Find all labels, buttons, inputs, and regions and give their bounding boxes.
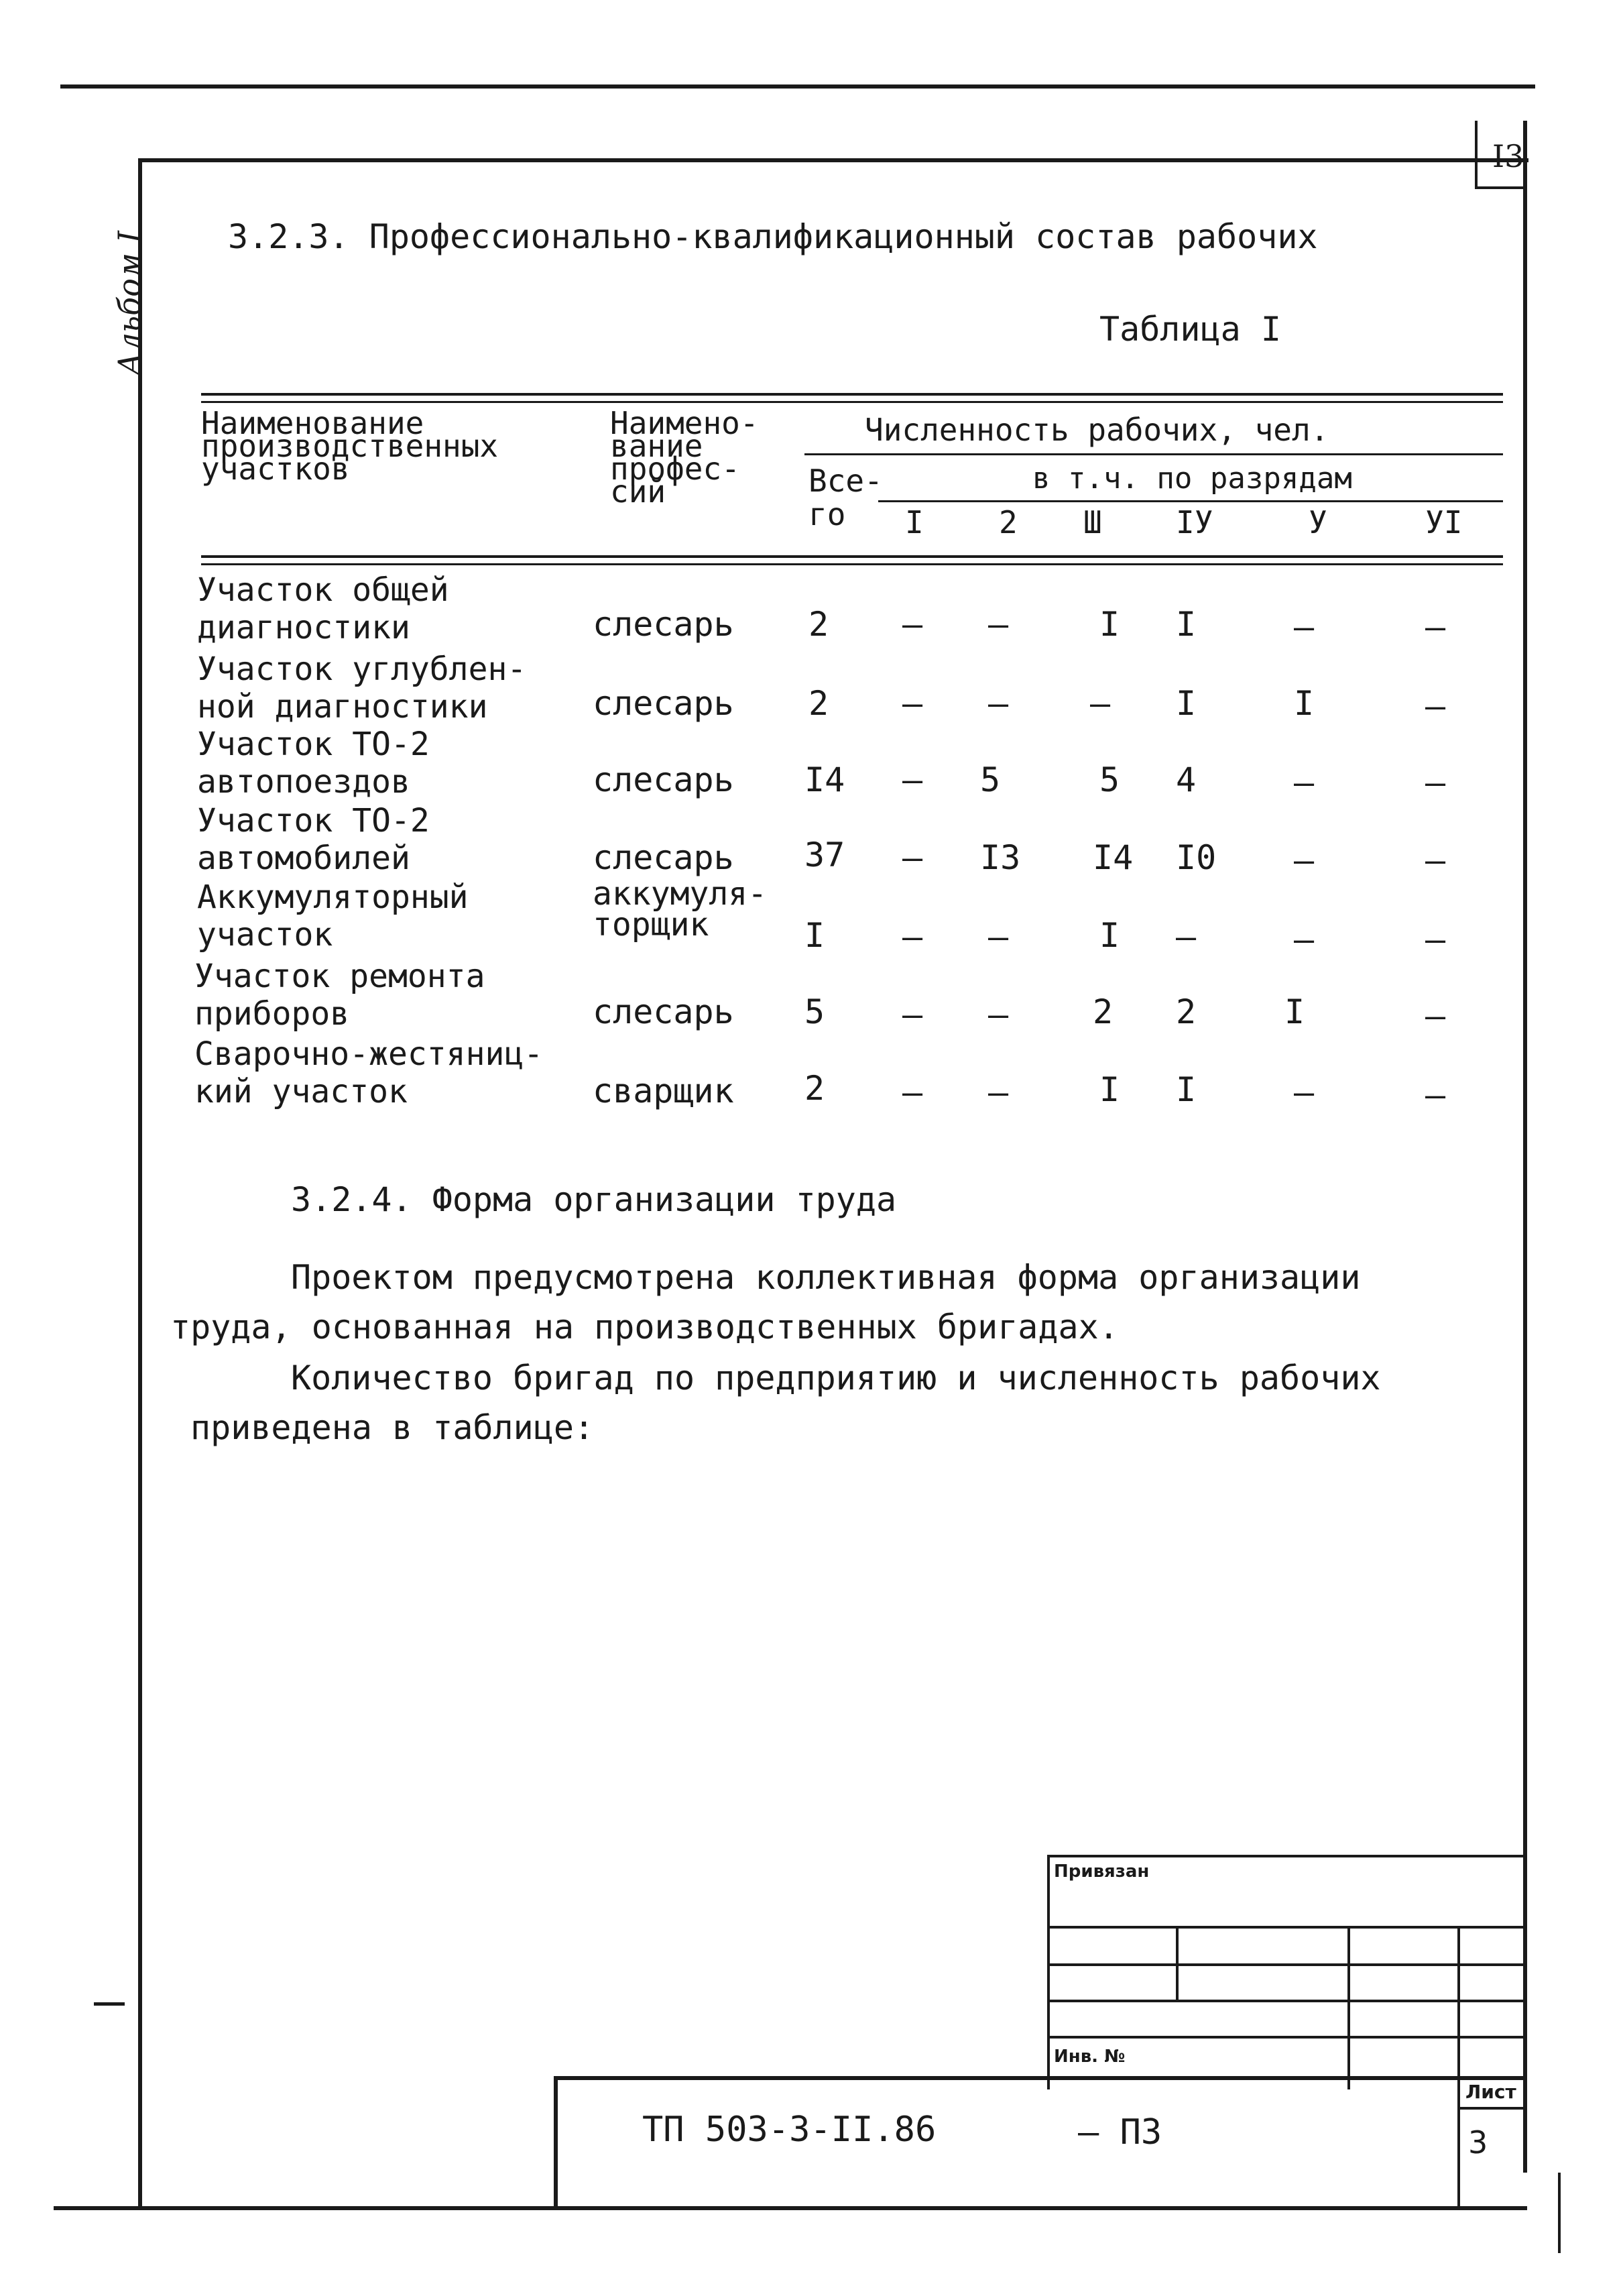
- frame-bottom-line: [54, 2206, 1527, 2210]
- stamp-line-1: [1048, 1926, 1527, 1929]
- stamp-main-left: [554, 2076, 558, 2210]
- stamp-sheet-number: 3: [1468, 2124, 1488, 2161]
- stamp-code: ТП 503-3-II.86: [642, 2110, 937, 2150]
- stamp-sheet-divider: [1457, 2107, 1527, 2110]
- table-label: Таблица I: [1099, 310, 1281, 349]
- stamp-top-line: [1048, 1855, 1527, 1857]
- row-grade-6: –: [1425, 841, 1446, 880]
- header-bottom-rule-2: [201, 563, 1503, 565]
- stamp-left-line: [1047, 1855, 1050, 2089]
- row-section-name: Участок общей диагностики: [197, 571, 449, 646]
- row-grade-4: –: [1176, 917, 1197, 956]
- row-grade-5: –: [1294, 763, 1315, 802]
- row-grade-1: –: [902, 605, 923, 644]
- row-grade-3: –: [1090, 684, 1111, 723]
- row-grade-1: –: [902, 917, 923, 956]
- row-grade-3: I: [1099, 605, 1120, 644]
- row-profession: слесарь: [593, 992, 734, 1031]
- row-grade-2: –: [988, 917, 1009, 956]
- stamp-suffix: – ПЗ: [1078, 2112, 1162, 2152]
- stamp-privyazan: Привязан: [1054, 1861, 1150, 1882]
- stamp-sheet-box-left: [1457, 2079, 1460, 2210]
- stamp-line-2: [1048, 1963, 1527, 1966]
- header-grade-3: Ш: [1083, 504, 1102, 540]
- row-grade-2: –: [988, 1073, 1009, 1112]
- row-grade-5: –: [1294, 608, 1315, 646]
- sheet-number-top: I3: [1492, 138, 1524, 174]
- stamp-line-3: [1048, 2000, 1527, 2002]
- header-group-underline: [804, 453, 1503, 455]
- paragraph-2-line-2: приведена в таблице:: [190, 1408, 595, 1447]
- section-324-title: 3.2.4. Форма организации труда: [291, 1180, 897, 1219]
- row-grade-5: –: [1294, 841, 1315, 880]
- header-total: Все- го: [808, 463, 883, 532]
- sheet-number-box-bottom: [1475, 186, 1526, 189]
- row-grade-6: –: [1425, 920, 1446, 959]
- row-grade-5: I: [1284, 992, 1305, 1031]
- top-outer-rule: [60, 84, 1535, 89]
- row-total: I: [804, 916, 825, 955]
- row-grade-6: –: [1425, 996, 1446, 1035]
- row-grade-1: –: [902, 684, 923, 723]
- header-profession: Наимено- вание профес- сий: [610, 405, 759, 510]
- row-grade-2: –: [988, 995, 1009, 1034]
- row-profession: слесарь: [593, 760, 734, 799]
- frame-left-line: [138, 158, 142, 2210]
- row-grade-4: I: [1176, 605, 1197, 644]
- row-grade-1: –: [902, 1073, 923, 1112]
- right-edge-tick: [1558, 2173, 1561, 2253]
- header-grade-2: 2: [999, 504, 1018, 540]
- table-top-rule-2: [201, 401, 1503, 403]
- row-grade-1: –: [902, 838, 923, 877]
- row-grade-1: –: [902, 760, 923, 799]
- row-total: 5: [804, 992, 825, 1031]
- row-total: 2: [808, 605, 829, 644]
- sheet-number-box-left: [1475, 121, 1478, 188]
- row-grade-1: –: [902, 995, 923, 1034]
- row-grade-2: –: [988, 684, 1009, 723]
- frame-top-line: [141, 158, 1528, 162]
- row-grade-6: –: [1425, 687, 1446, 726]
- row-section-name: Участок ремонта приборов: [194, 958, 485, 1033]
- row-grade-3: 2: [1093, 992, 1114, 1031]
- row-grade-6: –: [1425, 608, 1446, 646]
- row-grade-4: 4: [1176, 760, 1197, 799]
- stamp-col-3: [1457, 1926, 1460, 2089]
- row-grade-3: I4: [1093, 838, 1134, 877]
- row-profession: слесарь: [593, 605, 734, 644]
- header-grades-subgroup: в т.ч. по разрядам: [1032, 461, 1352, 496]
- row-grade-5: –: [1294, 920, 1315, 959]
- row-grade-3: I: [1099, 916, 1120, 955]
- stamp-col-2: [1347, 1926, 1350, 2089]
- header-headcount-group: Численность рабочих, чел.: [865, 412, 1329, 448]
- header-grade-4: IУ: [1176, 504, 1213, 540]
- paragraph-1-line-2: труда, основанная на производственных бригадах.: [170, 1308, 1119, 1346]
- stamp-sheet-label: Лист: [1465, 2081, 1516, 2103]
- header-grade-5: У: [1309, 504, 1327, 540]
- paragraph-2-line-1: Количество бригад по предприятию и численность рабочих: [291, 1359, 1381, 1397]
- row-section-name: Аккумуляторный участок: [197, 878, 469, 954]
- stamp-line-4: [1048, 2036, 1527, 2039]
- row-grade-4: 2: [1176, 992, 1197, 1031]
- stamp-main-top: [555, 2076, 1527, 2080]
- header-subgroup-underline: [878, 500, 1503, 502]
- stamp-inv-no: Инв. №: [1054, 2047, 1126, 2067]
- row-grade-3: 5: [1099, 760, 1120, 799]
- margin-tick: [94, 2002, 125, 2006]
- row-grade-5: –: [1294, 1073, 1315, 1112]
- row-section-name: Участок углублен- ной диагностики: [197, 650, 527, 726]
- row-profession: слесарь: [593, 684, 734, 723]
- row-grade-2: I3: [980, 838, 1021, 877]
- row-grade-4: I: [1176, 1070, 1197, 1109]
- row-total: I4: [804, 760, 845, 799]
- row-grade-5: I: [1294, 684, 1315, 723]
- row-section-name: Сварочно-жестяниц- кий участок: [194, 1035, 544, 1110]
- section-323-title: 3.2.3. Профессионально-квалификационный состав рабочих: [228, 217, 1318, 256]
- header-section-name: Наименование производственных участков: [201, 405, 499, 487]
- row-grade-6: –: [1425, 763, 1446, 802]
- row-grade-4: I: [1176, 684, 1197, 723]
- paragraph-1-line-1: Проектом предусмотрена коллективная форма организации: [291, 1258, 1361, 1297]
- row-profession: сварщик: [593, 1072, 734, 1110]
- row-total: 37: [804, 836, 845, 874]
- row-total: 2: [808, 684, 829, 723]
- table-top-rule-1: [201, 393, 1503, 396]
- header-grade-1: I: [905, 504, 924, 540]
- row-grade-2: 5: [980, 760, 1001, 799]
- row-section-name: Участок ТО-2 автопоездов: [197, 726, 430, 801]
- row-grade-6: –: [1425, 1076, 1446, 1114]
- row-section-name: Участок ТО-2 автомобилей: [197, 802, 430, 877]
- stamp-col-1: [1176, 1926, 1179, 2001]
- header-grade-6: УI: [1425, 504, 1463, 540]
- frame-right-line: [1523, 121, 1527, 2173]
- row-grade-2: –: [988, 605, 1009, 644]
- album-margin-note: Альбом I: [111, 231, 147, 376]
- row-grade-3: I: [1099, 1070, 1120, 1109]
- row-profession: аккумуля- торщик: [593, 875, 768, 943]
- row-total: 2: [804, 1069, 825, 1108]
- row-profession: слесарь: [593, 838, 734, 877]
- row-grade-4: I0: [1176, 838, 1217, 877]
- header-bottom-rule-1: [201, 555, 1503, 558]
